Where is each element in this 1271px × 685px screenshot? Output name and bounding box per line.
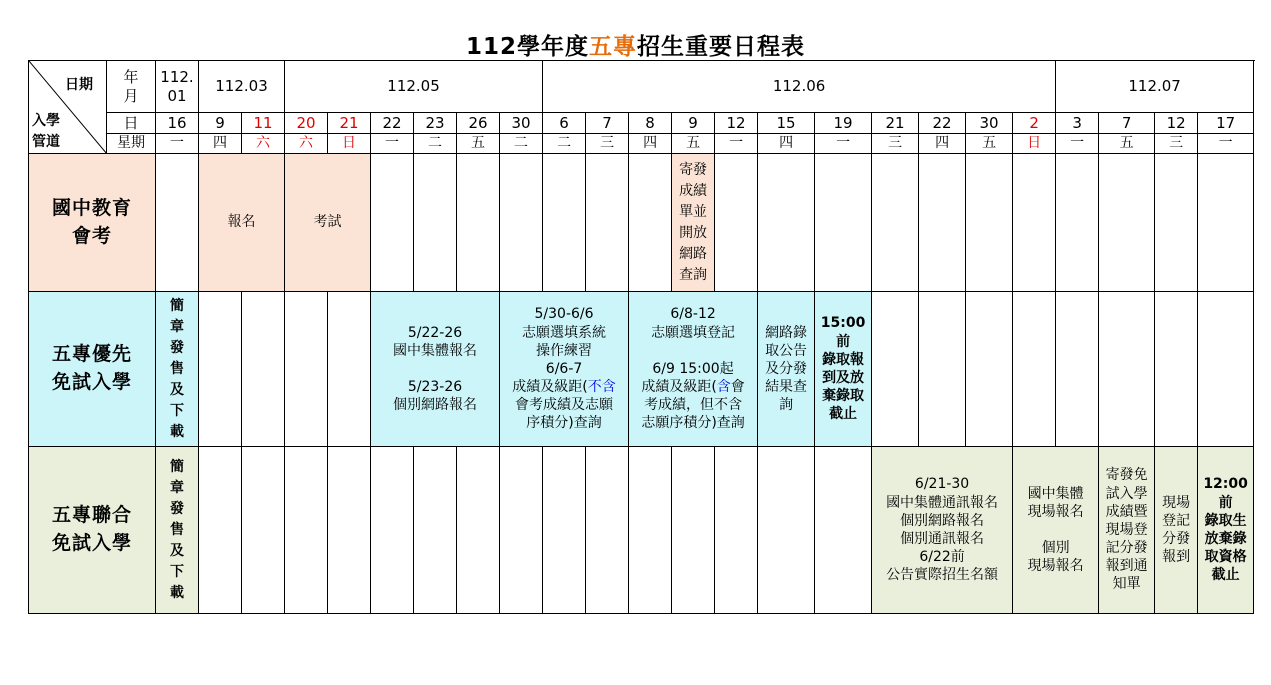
header-row-month <box>29 61 1254 113</box>
joint-final-cell: 12:00 前 錄取生 放棄錄 取資格 截止 <box>1198 447 1254 614</box>
empty-cell <box>543 154 586 292</box>
empty-cell <box>500 154 543 292</box>
empty-cell <box>199 447 242 614</box>
empty-cell <box>629 154 672 292</box>
empty-cell <box>815 154 872 292</box>
day-cell: 15 <box>758 113 815 134</box>
empty-cell <box>500 447 543 614</box>
day-cell: 22 <box>371 113 414 134</box>
empty-cell <box>285 292 328 447</box>
row-exam <box>29 154 1254 292</box>
day-cell: 6 <box>543 113 586 134</box>
corner-date-label: 日期 <box>65 77 93 93</box>
empty-cell <box>1013 292 1056 447</box>
label-yearmonth: 年 月 <box>107 61 156 113</box>
exam-test-cell: 考試 <box>285 154 371 292</box>
empty-cell <box>371 447 414 614</box>
day-cell: 21 <box>328 113 371 134</box>
empty-cell <box>328 447 371 614</box>
label-day: 日 <box>107 113 156 134</box>
day-cell: 20 <box>285 113 328 134</box>
day-cell: 16 <box>156 113 199 134</box>
header-row-weekday <box>29 134 1254 154</box>
empty-cell <box>758 447 815 614</box>
row-joint <box>29 447 1254 614</box>
weekday-cell: 五 <box>1099 134 1155 154</box>
empty-cell <box>457 447 500 614</box>
priority-brochure-cell: 簡 章 發 售 及 下 載 <box>156 292 199 447</box>
weekday-cell: 二 <box>543 134 586 154</box>
priority-excl-text: 不含 <box>587 379 616 396</box>
day-cell: 30 <box>500 113 543 134</box>
day-cell: 17 <box>1198 113 1254 134</box>
day-cell: 8 <box>629 113 672 134</box>
weekday-cell: 五 <box>966 134 1013 154</box>
priority-choice-cell: 6/8-12 志願選填登記 6/9 15:00起 成績及級距(含會 考成績，但不含 志願序積分)查詢 <box>629 292 758 447</box>
empty-cell <box>414 447 457 614</box>
day-cell: 7 <box>586 113 629 134</box>
empty-cell <box>586 447 629 614</box>
day-cell: 9 <box>199 113 242 134</box>
corner-track-label: 管道 <box>32 134 60 150</box>
day-cell: 26 <box>457 113 500 134</box>
day-cell: 22 <box>919 113 966 134</box>
label-weekday: 星期 <box>107 134 156 154</box>
empty-cell <box>242 292 285 447</box>
joint-mail-cell: 寄發免 試入學 成績暨 現場登 記分發 報到通 知單 <box>1099 447 1155 614</box>
empty-cell <box>199 292 242 447</box>
month-cell: 112.06 <box>543 61 1056 113</box>
empty-cell <box>1155 154 1198 292</box>
empty-cell <box>715 154 758 292</box>
day-cell: 23 <box>414 113 457 134</box>
day-cell: 7 <box>1099 113 1155 134</box>
priority-practice-cell: 5/30-6/6 志願選填系統 操作練習 6/6-7 成績及級距(不含 會考成績及志願 序積分)查詢 <box>500 292 629 447</box>
weekday-cell: 六 <box>242 134 285 154</box>
weekday-cell: 三 <box>586 134 629 154</box>
row-priority <box>29 292 1254 447</box>
weekday-cell: 一 <box>371 134 414 154</box>
empty-cell <box>715 447 758 614</box>
empty-cell <box>919 154 966 292</box>
weekday-cell: 四 <box>758 134 815 154</box>
empty-cell <box>1013 154 1056 292</box>
empty-cell <box>543 447 586 614</box>
empty-cell <box>672 447 715 614</box>
weekday-cell: 四 <box>629 134 672 154</box>
month-cell: 112. 01 <box>156 61 199 113</box>
weekday-cell: 一 <box>1198 134 1254 154</box>
weekday-cell: 一 <box>156 134 199 154</box>
day-cell: 3 <box>1056 113 1099 134</box>
month-cell: 112.05 <box>285 61 543 113</box>
weekday-cell: 三 <box>872 134 919 154</box>
empty-cell <box>815 447 872 614</box>
empty-cell <box>919 292 966 447</box>
day-cell: 11 <box>242 113 285 134</box>
row-label-exam: 國中教育 會考 <box>29 154 156 292</box>
empty-cell <box>414 154 457 292</box>
month-cell: 112.03 <box>199 61 285 113</box>
corner-entry-label: 入學 <box>32 113 60 129</box>
weekday-cell: 六 <box>285 134 328 154</box>
empty-cell <box>629 447 672 614</box>
header-row-day <box>29 113 1254 134</box>
day-cell: 12 <box>715 113 758 134</box>
empty-cell <box>586 154 629 292</box>
empty-cell <box>156 154 199 292</box>
day-cell: 19 <box>815 113 872 134</box>
empty-cell <box>872 154 919 292</box>
joint-onsite-reg-cell: 現場 登記 分發 報到 <box>1155 447 1198 614</box>
row-label-priority: 五專優先 免試入學 <box>29 292 156 447</box>
empty-cell <box>328 292 371 447</box>
empty-cell <box>1056 154 1099 292</box>
priority-result-cell: 網路錄 取公告 及分發 結果查 詢 <box>758 292 815 447</box>
weekday-cell: 日 <box>328 134 371 154</box>
weekday-cell: 五 <box>457 134 500 154</box>
weekday-cell: 日 <box>1013 134 1056 154</box>
weekday-cell: 一 <box>1056 134 1099 154</box>
empty-cell <box>242 447 285 614</box>
schedule-table <box>28 60 1254 614</box>
weekday-cell: 一 <box>815 134 872 154</box>
priority-incl-text: 含 <box>716 379 731 396</box>
empty-cell <box>872 292 919 447</box>
exam-scores-cell: 寄發 成績 單並 開放 網路 查詢 <box>672 154 715 292</box>
day-cell: 9 <box>672 113 715 134</box>
weekday-cell: 五 <box>672 134 715 154</box>
weekday-cell: 二 <box>500 134 543 154</box>
empty-cell <box>1099 154 1155 292</box>
joint-registration-cell: 6/21-30 國中集體通訊報名 個別網路報名 個別通訊報名 6/22前 公告實際招生名額 <box>872 447 1013 614</box>
priority-deadline-cell: 15:00 前 錄取報 到及放 棄錄取 截止 <box>815 292 872 447</box>
page-title: 112學年度五專招生重要日程表 <box>465 34 805 60</box>
empty-cell <box>457 154 500 292</box>
empty-cell <box>371 154 414 292</box>
day-cell: 21 <box>872 113 919 134</box>
empty-cell <box>1155 292 1198 447</box>
empty-cell <box>1198 154 1254 292</box>
weekday-cell: 三 <box>1155 134 1198 154</box>
month-cell: 112.07 <box>1056 61 1254 113</box>
empty-cell <box>285 447 328 614</box>
empty-cell <box>966 292 1013 447</box>
empty-cell <box>1198 292 1254 447</box>
empty-cell <box>966 154 1013 292</box>
empty-cell <box>758 154 815 292</box>
weekday-cell: 一 <box>715 134 758 154</box>
exam-register-cell: 報名 <box>199 154 285 292</box>
header-corner <box>29 61 107 154</box>
empty-cell <box>1056 292 1099 447</box>
day-cell: 12 <box>1155 113 1198 134</box>
joint-brochure-cell: 簡 章 發 售 及 下 載 <box>156 447 199 614</box>
weekday-cell: 四 <box>919 134 966 154</box>
weekday-cell: 四 <box>199 134 242 154</box>
row-label-joint: 五專聯合 免試入學 <box>29 447 156 614</box>
weekday-cell: 二 <box>414 134 457 154</box>
priority-registration-cell: 5/22-26 國中集體報名 5/23-26 個別網路報名 <box>371 292 500 447</box>
day-cell: 30 <box>966 113 1013 134</box>
empty-cell <box>1099 292 1155 447</box>
joint-onsite-cell: 國中集體 現場報名 個別 現場報名 <box>1013 447 1099 614</box>
day-cell: 2 <box>1013 113 1056 134</box>
